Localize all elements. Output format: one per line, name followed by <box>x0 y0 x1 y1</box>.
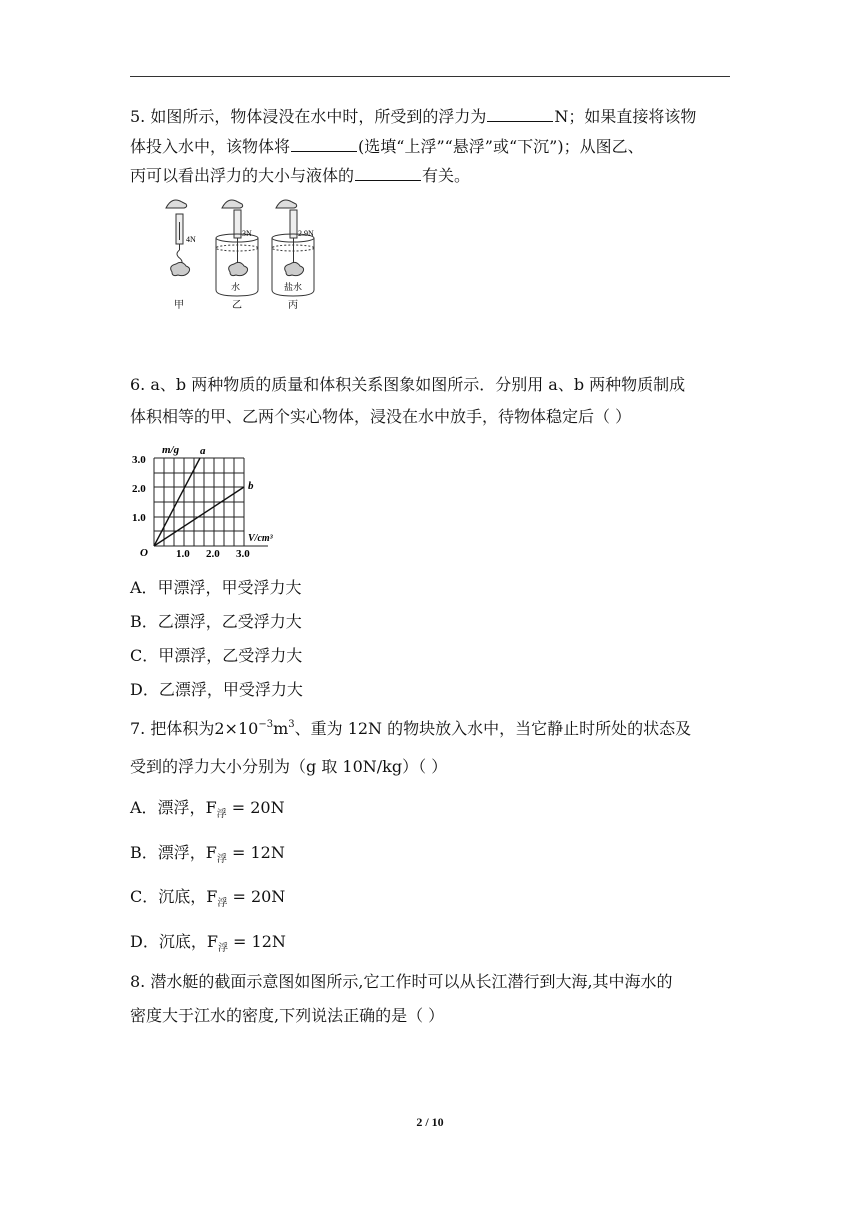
answer-blank[interactable] <box>487 107 553 122</box>
reading-bing: 2.9N <box>298 229 314 238</box>
x-tick-1: 1.0 <box>176 548 190 560</box>
q5-line-1: 5. 如图所示，物体浸没在水中时，所受到的浮力为 N；如果直接将该物 <box>130 107 697 126</box>
q6-line-2: 体积相等的甲、乙两个实心物体，浸没在水中放手，待物体稳定后（ ） <box>130 407 632 426</box>
x-axis-label: V/cm³ <box>248 533 273 544</box>
mass-volume-graph <box>128 440 298 560</box>
line-b-label: b <box>248 480 254 492</box>
caption-jia: 甲 <box>174 300 184 311</box>
reading-yi: 3N <box>242 229 252 238</box>
q7-option-c[interactable]: C．沉底，$F_浮 = 20N$ <box>130 887 286 909</box>
q5-line-3: 丙可以看出浮力的大小与液体的 有关。 <box>130 166 471 185</box>
caption-bing: 丙 <box>288 300 298 311</box>
y-tick-2: 2.0 <box>132 483 146 495</box>
q7-option-d[interactable]: D．沉底，$F_浮 = 12N$ <box>130 932 286 954</box>
q8-line-1: 8. 潜水艇的截面示意图如图所示,它工作时可以从长江潜行到大海,其中海水的 <box>130 972 673 991</box>
page-number: 2 / 10 <box>416 1115 444 1129</box>
q5-line-2: 体投入水中，该物体将 (选填“上浮”“悬浮”或“下沉”)；从图乙、 <box>130 137 644 156</box>
y-tick-3: 3.0 <box>132 454 146 466</box>
q7-option-b[interactable]: B．漂浮，$F_浮 = 12N$ <box>130 843 285 865</box>
q6-option-a[interactable]: A．甲漂浮，甲受浮力大 <box>130 578 302 597</box>
x-tick-2: 2.0 <box>206 548 220 560</box>
x-tick-3: 3.0 <box>236 548 250 560</box>
y-tick-1: 1.0 <box>132 512 146 524</box>
q6-option-d[interactable]: D．乙漂浮，甲受浮力大 <box>130 680 303 699</box>
liquid-label-saltwater: 盐水 <box>284 282 303 292</box>
q6-line-1: 6. a、b 两种物质的质量和体积关系图象如图所示．分别用 a、b 两种物质制成 <box>130 375 686 394</box>
volume-formula: $2\times 10^{-3}m^3$ <box>214 719 295 738</box>
origin-label: O <box>140 547 148 559</box>
answer-blank[interactable] <box>291 137 357 152</box>
q7-line-2: 受到的浮力大小分别为（g 取 10N/kg）（ ） <box>130 757 448 776</box>
answer-blank[interactable] <box>355 166 421 181</box>
caption-yi: 乙 <box>232 300 242 311</box>
reading-jia: 4N <box>186 235 196 244</box>
liquid-label-water: 水 <box>231 282 241 292</box>
q8-line-2: 密度大于江水的密度,下列说法正确的是（ ） <box>130 1006 445 1025</box>
q7-line-1: 7. 把体积为$2\times 10^{-3}m^3$、重为 12N 的物块放入水中，当它静止时所处的状态及 <box>130 719 692 738</box>
header-rule <box>130 76 730 77</box>
q7-option-a[interactable]: A．漂浮，$F_浮 = 20N$ <box>130 798 285 820</box>
line-a-label: a <box>200 445 206 457</box>
y-axis-label: m/g <box>162 444 180 456</box>
q6-option-b[interactable]: B．乙漂浮，乙受浮力大 <box>130 612 302 631</box>
q6-option-c[interactable]: C．甲漂浮，乙受浮力大 <box>130 646 303 665</box>
buoyancy-experiment-figure <box>158 192 338 312</box>
